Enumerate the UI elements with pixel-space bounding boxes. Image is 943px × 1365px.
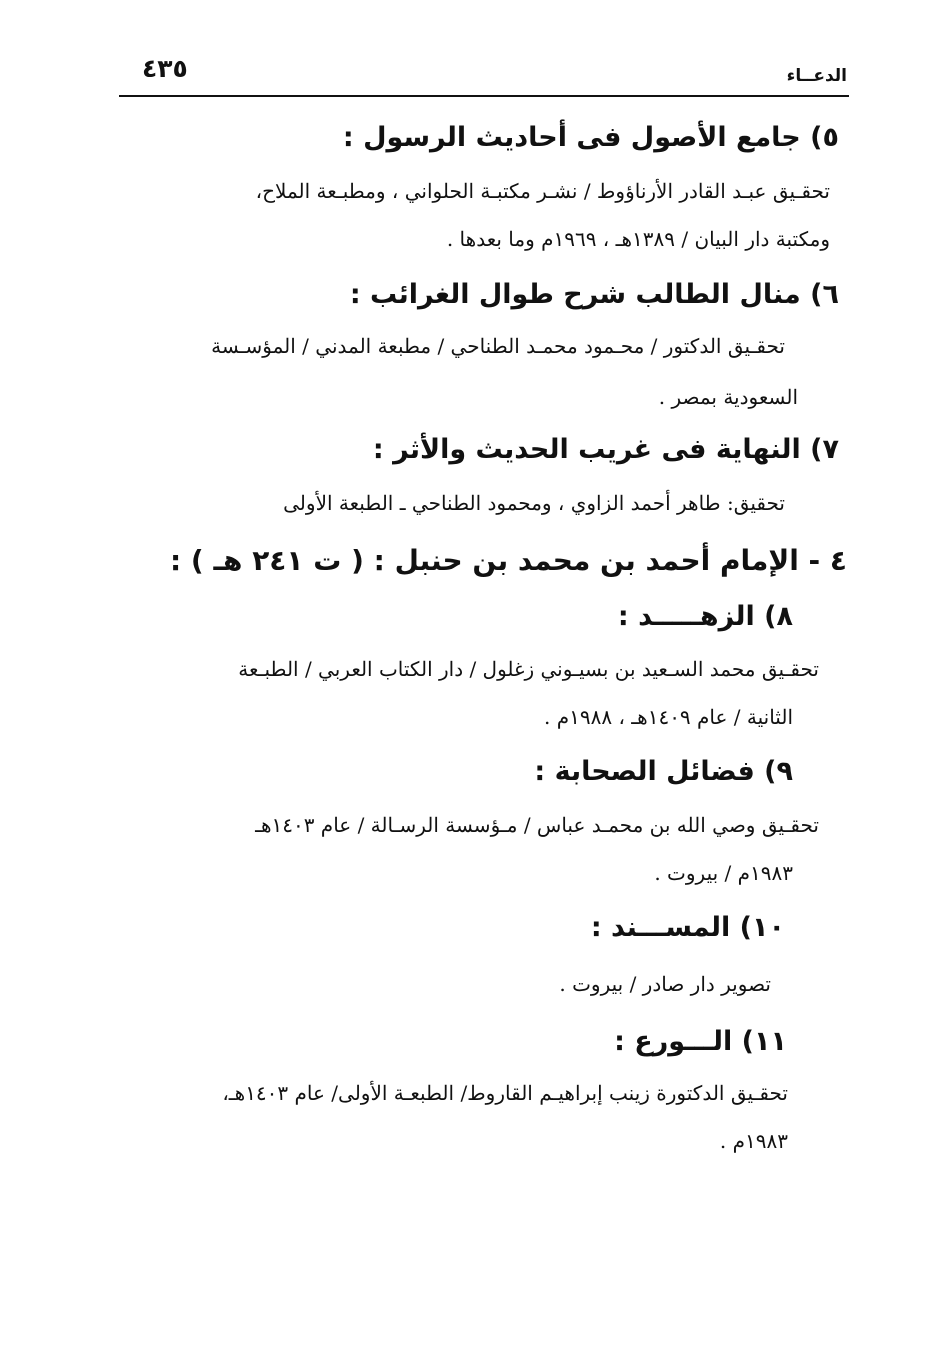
entry-heading-8: ٨) الزهـــــد :	[617, 601, 793, 632]
entry-5-line-2: ومكتبة دار البيان / ١٣٨٩هـ ، ١٩٦٩م وما بعدها .	[446, 227, 830, 251]
entry-8-line-2: الثانية / عام ١٤٠٩هـ ، ١٩٨٨م .	[544, 705, 793, 729]
header-rule	[119, 95, 849, 97]
entry-6-line-1: تحقـيق الدكتور / محـمود محمـد الطناحي / مطبعة المدني / المؤسـسة	[211, 334, 785, 358]
section-heading-imam-ahmad: ٤ - الإمام أحمد بن محمد بن حنبل : ( ت ٢٤١ هـ ) :	[169, 544, 847, 577]
entry-heading-11: ١١) الـــورع :	[614, 1026, 787, 1057]
entry-9-line-2: ١٩٨٣م / بيروت .	[654, 861, 793, 885]
entry-9-line-1: تحقـيق وصي الله بن محمـد عباس / مـؤسسة الرسـالة / عام ١٤٠٣هـ	[255, 813, 819, 837]
entry-10-line-1: تصوير دار صادر / بيروت .	[559, 972, 771, 996]
entry-8-line-1: تحقـيق محمد السـعيد بن بسيـوني زغلول / دار الكتاب العربي / الطبـعة	[238, 657, 819, 681]
entry-6-line-2: السعودية بمصر .	[658, 385, 798, 409]
entry-11-line-2: ١٩٨٣م .	[719, 1129, 788, 1153]
entry-heading-10: ١٠) المســـند :	[590, 912, 785, 943]
entry-heading-5: ٥) جامع الأصول فى أحاديث الرسول :	[342, 122, 839, 153]
entry-heading-7: ٧) النهاية فى غريب الحديث والأثر :	[372, 434, 839, 465]
entry-heading-6: ٦) منال الطالب شرح طوال الغرائب :	[349, 279, 839, 310]
entry-5-line-1: تحقـيق عبـد القادر الأرناؤوط / نشـر مكتبـة الحلواني ، ومطبـعة الملاح،	[255, 179, 830, 203]
entry-7-line-1: تحقيق: طاهر أحمد الزاوي ، ومحمود الطناحي ـ الطبعة الأولى	[283, 491, 785, 515]
page-number: ٤٣٥	[142, 54, 188, 83]
entry-heading-9: ٩) فضائل الصحابة :	[534, 756, 793, 787]
running-header-title: الدعــاء	[786, 66, 847, 86]
entry-11-line-1: تحقـيق الدكتورة زينب إبراهيـم القاروط/ الطبعـة الأولى/ عام ١٤٠٣هـ،	[222, 1081, 788, 1105]
